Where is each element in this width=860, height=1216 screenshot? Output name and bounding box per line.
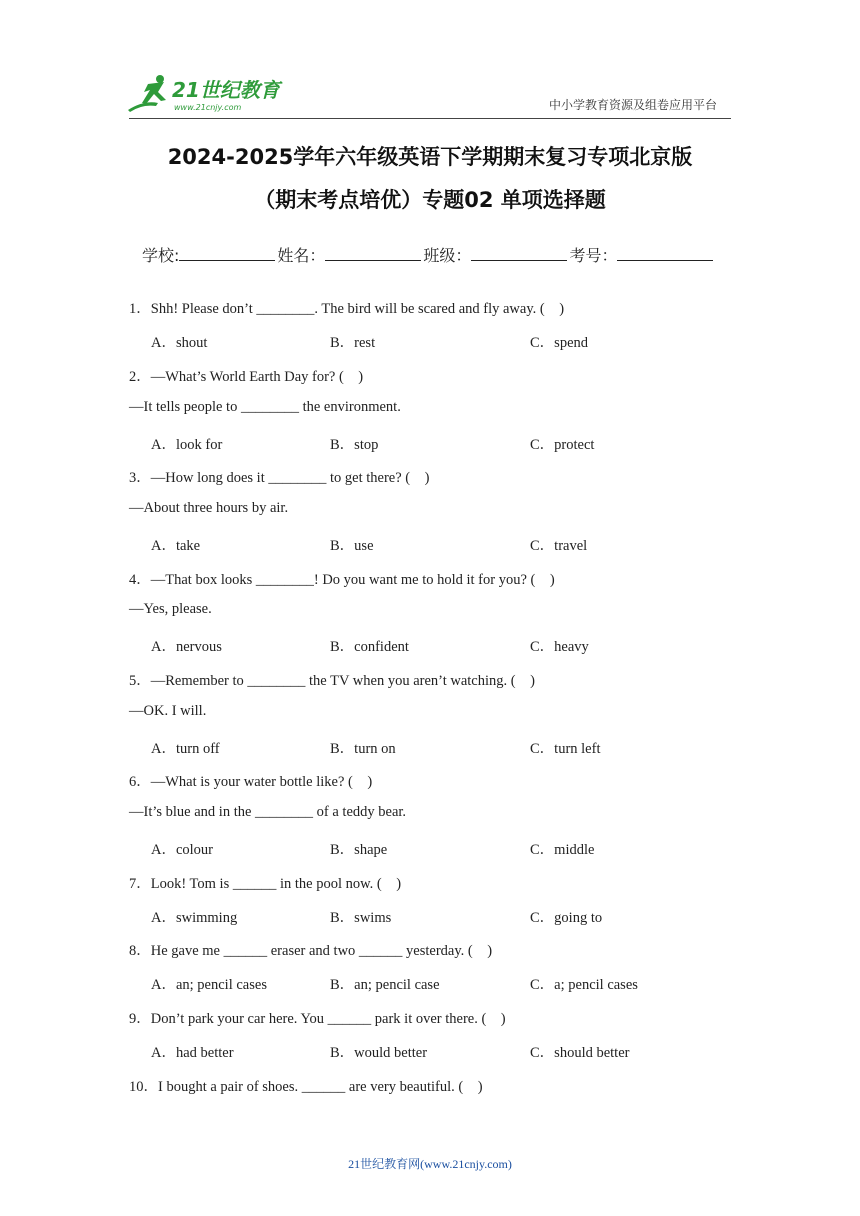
option-a[interactable]: A．swimming xyxy=(151,910,238,926)
question-stem: 3．—How long does it ________ to get there? ( ) xyxy=(129,470,430,486)
option-c[interactable]: C．should better xyxy=(530,1045,630,1061)
question-stem: 7．Look! Tom is ______ in the pool now. ( ) xyxy=(129,876,402,892)
option-a[interactable]: A．shout xyxy=(151,335,208,351)
header-divider xyxy=(129,118,731,119)
school-blank[interactable] xyxy=(179,246,275,261)
logo-url: www.21cnjy.com xyxy=(174,103,242,112)
question-reply: —OK. I will. xyxy=(129,703,207,719)
question-reply: —It tells people to ________ the environment. xyxy=(129,399,401,415)
question-stem: 1．Shh! Please don’t ________. The bird will be scared and fly away. ( ) xyxy=(129,301,565,317)
site-logo xyxy=(122,70,292,114)
option-b[interactable]: B．confident xyxy=(330,639,409,655)
class-blank[interactable] xyxy=(471,246,567,261)
option-a[interactable]: A．had better xyxy=(151,1045,234,1061)
question-reply: —About three hours by air. xyxy=(129,500,289,516)
option-b[interactable]: B．rest xyxy=(330,335,376,351)
option-b[interactable]: B．shape xyxy=(330,842,388,858)
option-c[interactable]: C．spend xyxy=(530,335,588,351)
option-c[interactable]: C．middle xyxy=(530,842,595,858)
school-label: 学校: xyxy=(142,246,180,265)
number-blank[interactable] xyxy=(617,246,713,261)
option-c[interactable]: C．turn left xyxy=(530,741,601,757)
option-c[interactable]: C．heavy xyxy=(530,639,589,655)
option-a[interactable]: A．look for xyxy=(151,437,223,453)
question-stem: 4．—That box looks ________! Do you want me to hold it for you? ( ) xyxy=(129,572,555,588)
page-title: 2024-2025学年六年级英语下学期期末复习专项北京版 xyxy=(167,145,693,169)
question-reply: —Yes, please. xyxy=(129,601,212,617)
class-label: 班级： xyxy=(423,246,472,265)
platform-label: 中小学教育资源及组卷应用平台 xyxy=(549,98,718,112)
option-c[interactable]: C．protect xyxy=(530,437,595,453)
option-b[interactable]: B．swims xyxy=(330,910,392,926)
question-stem: 6．—What is your water bottle like? ( ) xyxy=(129,774,373,790)
logo-text: 21世纪教育 xyxy=(172,78,280,102)
option-b[interactable]: B．would better xyxy=(330,1045,428,1061)
page-subtitle: （期末考点培优）专题02 单项选择题 xyxy=(254,188,606,212)
runner-icon xyxy=(128,75,166,112)
option-c[interactable]: C．going to xyxy=(530,910,603,926)
name-blank[interactable] xyxy=(325,246,421,261)
question-stem: 2．—What’s World Earth Day for? ( ) xyxy=(129,369,364,385)
option-b[interactable]: B．turn on xyxy=(330,741,396,757)
option-c[interactable]: C．a; pencil cases xyxy=(530,977,638,993)
option-b[interactable]: B．stop xyxy=(330,437,379,453)
question-reply: —It’s blue and in the ________ of a teddy bear. xyxy=(129,804,407,820)
option-a[interactable]: A．turn off xyxy=(151,741,220,757)
option-a[interactable]: A．an; pencil cases xyxy=(151,977,267,993)
option-b[interactable]: B．an; pencil case xyxy=(330,977,440,993)
student-info-row xyxy=(142,243,715,266)
name-label: 姓名： xyxy=(277,246,326,265)
question-stem: 5．—Remember to ________ the TV when you aren’t watching. ( ) xyxy=(129,673,535,689)
option-a[interactable]: A．take xyxy=(151,538,201,554)
question-stem: 10．I bought a pair of shoes. ______ are very beautiful. ( ) xyxy=(129,1079,483,1095)
option-b[interactable]: B．use xyxy=(330,538,374,554)
option-a[interactable]: A．colour xyxy=(151,842,214,858)
question-stem: 9．Don’t park your car here. You ______ park it over there. ( ) xyxy=(129,1011,506,1027)
number-label: 考号： xyxy=(569,246,618,265)
option-a[interactable]: A．nervous xyxy=(151,639,222,655)
question-stem: 8．He gave me ______ eraser and two ______ yesterday. ( ) xyxy=(129,943,493,959)
option-c[interactable]: C．travel xyxy=(530,538,588,554)
footer-link[interactable]: 21世纪教育网(www.21cnjy.com) xyxy=(348,1157,512,1171)
